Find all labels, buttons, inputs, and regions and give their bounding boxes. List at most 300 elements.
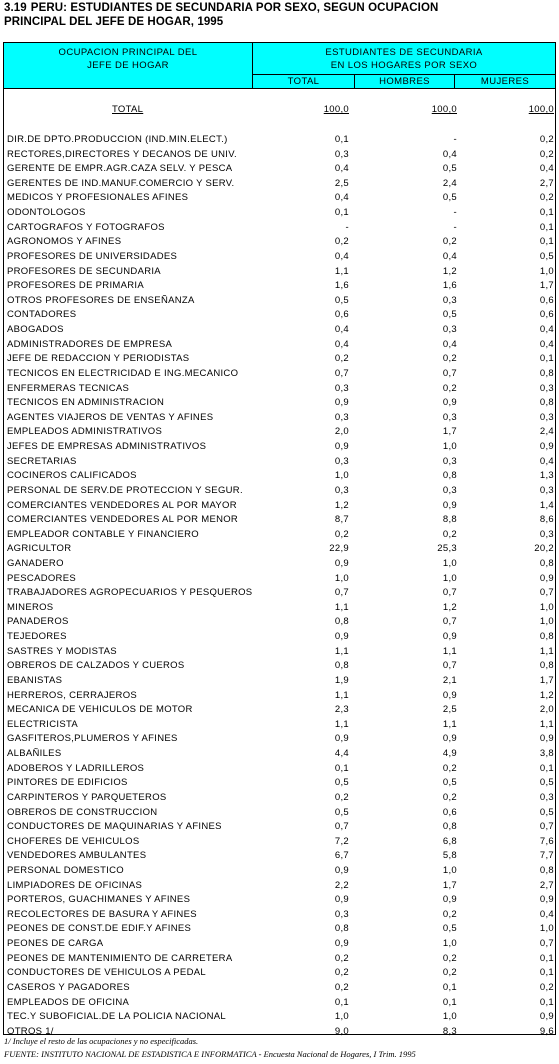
table-row <box>4 835 555 850</box>
hombres-value: 5,8 <box>442 850 457 862</box>
mujeres-value: 0,5 <box>539 250 554 262</box>
mujeres-value: 1,0 <box>539 616 554 628</box>
occupation-label: AGRICULTOR <box>7 543 72 555</box>
total-value: 0,2 <box>334 952 349 964</box>
table-row <box>4 952 555 967</box>
table-row <box>4 133 555 148</box>
hombres-value: 0,4 <box>442 250 457 262</box>
table-row <box>4 396 555 411</box>
mujeres-value: 1,7 <box>539 674 554 686</box>
table-row <box>4 323 555 338</box>
hombres-value: 0,9 <box>442 689 457 701</box>
occupation-label: AGENTES VIAJEROS DE VENTAS Y AFINES <box>7 411 214 423</box>
occupation-label: PINTORES DE EDIFICIOS <box>7 777 128 789</box>
hombres-value: 1,0 <box>442 1011 457 1023</box>
occupation-label: CONDUCTORES DE VEHICULOS A PEDAL <box>7 967 206 979</box>
total-value: 0,9 <box>334 733 349 745</box>
table-row <box>4 645 555 660</box>
occupation-label: EMPLEADOS DE OFICINA <box>7 996 130 1008</box>
table-row <box>4 352 555 367</box>
hombres-value: 0,3 <box>442 455 457 467</box>
table-row <box>4 893 555 908</box>
mujeres-value: 0,7 <box>539 938 554 950</box>
table-row <box>4 1010 555 1025</box>
footnote: 1/ Incluye el resto de las ocupaciones y no especificadas. <box>4 1036 199 1046</box>
table-row <box>4 148 555 163</box>
occupation-label: CONDUCTORES DE MAQUINARIAS Y AFINES <box>7 821 222 833</box>
table-row <box>4 308 555 323</box>
total-value: 1,2 <box>334 499 349 511</box>
table-row <box>4 191 555 206</box>
occupation-label: VENDEDORES AMBULANTES <box>7 850 147 862</box>
occupation-label: ABOGADOS <box>7 324 64 336</box>
occupation-label: ENFERMERAS TECNICAS <box>7 382 130 394</box>
occupation-label: EMPLEADOR CONTABLE Y FINANCIERO <box>7 528 199 540</box>
table-row <box>4 747 555 762</box>
hombres-value: 0,2 <box>442 528 457 540</box>
title-line-1: PERU: ESTUDIANTES DE SECUNDARIA POR SEXO, SEGUN OCUPACION <box>30 2 439 14</box>
mujeres-value: 8,6 <box>539 514 554 526</box>
total-value: 0,6 <box>334 309 349 321</box>
occupation-label: SASTRES Y MODISTAS <box>7 645 117 657</box>
occupation-label: CARTOGRAFOS Y FOTOGRAFOS <box>7 221 165 233</box>
table-row <box>4 586 555 601</box>
mujeres-value: 0,5 <box>539 806 554 818</box>
table-row <box>4 601 555 616</box>
occupation-label: HERREROS, CERRAJEROS <box>7 689 138 701</box>
occupation-label: JEFE DE REDACCION Y PERIODISTAS <box>7 353 190 365</box>
total-value: 7,2 <box>334 835 349 847</box>
mujeres-value: 1,0 <box>539 601 554 613</box>
total-value: 1,0 <box>334 1011 349 1023</box>
hombres-value: 0,5 <box>442 777 457 789</box>
occupation-label: GANADERO <box>7 557 64 569</box>
mujeres-value: 0,1 <box>539 762 554 774</box>
mujeres-value: 2,7 <box>539 879 554 891</box>
mujeres-value: 1,1 <box>539 645 554 657</box>
hombres-value: 1,2 <box>442 265 457 277</box>
hombres-value: 1,0 <box>442 938 457 950</box>
occupation-label: TECNICOS EN ELECTRICIDAD E ING.MECANICO <box>7 367 239 379</box>
table-row <box>4 221 555 236</box>
mujeres-value: 0,2 <box>539 148 554 160</box>
table-row <box>4 557 555 572</box>
total-mujeres-value: 100,0 <box>528 104 554 115</box>
total-hombres-value: 100,0 <box>431 104 457 115</box>
occupation-label: RECOLECTORES DE BASURA Y AFINES <box>7 908 197 920</box>
mujeres-value: 0,4 <box>539 163 554 175</box>
hombres-value: 0,2 <box>442 791 457 803</box>
table-row <box>4 689 555 704</box>
total-value: 0,9 <box>334 938 349 950</box>
total-value: 0,3 <box>334 148 349 160</box>
total-value: 1,0 <box>334 572 349 584</box>
mujeres-value: 7,7 <box>539 850 554 862</box>
mujeres-value: 0,8 <box>539 367 554 379</box>
hombres-value: 0,9 <box>442 397 457 409</box>
total-value: 0,8 <box>334 660 349 672</box>
hombres-value: 1,7 <box>442 426 457 438</box>
mujeres-value: 0,8 <box>539 865 554 876</box>
hombres-value: 0,7 <box>442 367 457 379</box>
table-row <box>4 455 555 470</box>
total-value: 0,9 <box>334 631 349 643</box>
hombres-value: 25,3 <box>437 543 457 555</box>
table-row <box>4 659 555 674</box>
hombres-value: 0,8 <box>442 470 457 482</box>
total-value: 2,5 <box>334 177 349 189</box>
table-row <box>4 849 555 864</box>
total-value: 0,2 <box>334 981 349 993</box>
occupation-label: CASEROS Y PAGADORES <box>7 981 130 993</box>
occupation-label: JEFES DE EMPRESAS ADMINISTRATIVOS <box>7 441 207 453</box>
occupation-label: TEC.Y SUBOFICIAL.DE LA POLICIA NACIONAL <box>7 1011 227 1023</box>
total-value: 1,1 <box>334 601 349 613</box>
occupation-label: CONTADORES <box>7 309 77 321</box>
occupation-label: PORTEROS, GUACHIMANES Y AFINES <box>7 894 191 906</box>
mujeres-value: 0,7 <box>539 821 554 833</box>
total-value: 0,3 <box>334 382 349 394</box>
hombres-value: 0,5 <box>442 309 457 321</box>
table-row <box>4 981 555 996</box>
total-value: 0,1 <box>334 134 349 145</box>
table-row <box>4 250 555 265</box>
total-row <box>4 103 555 118</box>
table-row <box>4 469 555 484</box>
hombres-value: 0,2 <box>442 952 457 964</box>
total-value: 1,1 <box>334 718 349 730</box>
hombres-value: 1,1 <box>442 718 457 730</box>
hombres-value: 0,3 <box>442 484 457 496</box>
hombres-value: 1,0 <box>442 557 457 569</box>
mujeres-value: 0,3 <box>539 382 554 394</box>
mujeres-value: 1,7 <box>539 280 554 292</box>
total-value: 0,9 <box>334 557 349 569</box>
hombres-value: 0,5 <box>442 192 457 204</box>
hombres-value: 1,1 <box>442 645 457 657</box>
hombres-value: - <box>453 221 457 233</box>
total-value: 1,1 <box>334 689 349 701</box>
table-row <box>4 776 555 791</box>
total-value: 2,3 <box>334 704 349 716</box>
total-value: 4,4 <box>334 748 349 760</box>
occupation-label: MINEROS <box>7 601 54 613</box>
occupation-label: PANADEROS <box>7 616 69 628</box>
hombres-value: 0,5 <box>442 923 457 935</box>
table-row <box>4 864 555 879</box>
occupation-label: ELECTRICISTA <box>7 718 78 730</box>
table-row <box>4 922 555 937</box>
table-row <box>4 294 555 309</box>
hombres-value: 0,1 <box>442 981 457 993</box>
mujeres-value: 0,9 <box>539 441 554 453</box>
mujeres-value: 1,4 <box>539 499 554 511</box>
occupation-label: GASFITEROS,PLUMEROS Y AFINES <box>7 733 178 745</box>
occupation-label: ADOBEROS Y LADRILLEROS <box>7 762 145 774</box>
total-value: 0,2 <box>334 236 349 248</box>
occupation-label: PEONES DE MANTENIMIENTO DE CARRETERA <box>7 952 233 964</box>
table-row <box>4 718 555 733</box>
total-value: 1,6 <box>334 280 349 292</box>
occupation-label: GERENTE DE EMPR.AGR.CAZA SELV. Y PESCA <box>7 163 233 175</box>
occupation-label: OTROS PROFESORES DE ENSEÑANZA <box>7 294 195 306</box>
mujeres-value: 0,1 <box>539 236 554 248</box>
mujeres-value: 0,3 <box>539 411 554 423</box>
hombres-value: 0,9 <box>442 733 457 745</box>
hombres-value: 0,7 <box>442 616 457 628</box>
table-row <box>4 425 555 440</box>
occupation-label: TRABAJADORES AGROPECUARIOS Y PESQUEROS <box>7 587 253 599</box>
mujeres-value: 1,0 <box>539 265 554 277</box>
table-row <box>4 674 555 689</box>
hombres-value: 2,1 <box>442 674 457 686</box>
total-value: 0,4 <box>334 192 349 204</box>
total-value: 0,9 <box>334 397 349 409</box>
total-value: 9,0 <box>334 1025 349 1037</box>
mujeres-value: 0,1 <box>539 952 554 964</box>
occupation-label: COCINEROS CALIFICADOS <box>7 470 137 482</box>
table-number: 3.19 <box>4 2 27 14</box>
mujeres-value: 0,8 <box>539 557 554 569</box>
mujeres-value: 7,6 <box>539 835 554 847</box>
mujeres-value: 0,4 <box>539 908 554 920</box>
hombres-value: 1,6 <box>442 280 457 292</box>
mujeres-value: 2,7 <box>539 177 554 189</box>
table-row <box>4 177 555 192</box>
table-row <box>4 367 555 382</box>
header-occupation-line-2: JEFE DE HOGAR <box>87 60 169 71</box>
total-value: 0,2 <box>334 791 349 803</box>
table-row <box>4 762 555 777</box>
table-row <box>4 996 555 1011</box>
table-row <box>4 879 555 894</box>
mujeres-value: 0,2 <box>539 134 554 145</box>
total-value: 0,2 <box>334 967 349 979</box>
header-group-line-1: ESTUDIANTES DE SECUNDARIA <box>325 47 483 58</box>
total-label: TOTAL <box>112 104 144 115</box>
statistics-table <box>3 42 556 1035</box>
total-value: 0,8 <box>334 616 349 628</box>
table-row <box>4 440 555 455</box>
total-value: 1,0 <box>334 470 349 482</box>
mujeres-value: 9,6 <box>539 1025 554 1037</box>
total-value: 6,7 <box>334 850 349 862</box>
table-row <box>4 513 555 528</box>
table-row <box>4 791 555 806</box>
total-value: 0,1 <box>334 762 349 774</box>
total-value: 0,3 <box>334 908 349 920</box>
table-row <box>4 908 555 923</box>
mujeres-value: 1,0 <box>539 923 554 935</box>
total-value: 0,3 <box>334 484 349 496</box>
page-title <box>4 1 438 29</box>
hombres-value: 1,2 <box>442 601 457 613</box>
total-value: 0,8 <box>334 923 349 935</box>
total-value: 0,9 <box>334 865 349 876</box>
table-row <box>4 542 555 557</box>
hombres-value: 0,2 <box>442 353 457 365</box>
mujeres-value: 0,7 <box>539 587 554 599</box>
mujeres-value: 2,0 <box>539 704 554 716</box>
total-value: 2,0 <box>334 426 349 438</box>
mujeres-value: 0,6 <box>539 309 554 321</box>
hombres-value: 0,9 <box>442 631 457 643</box>
mujeres-value: 0,1 <box>539 967 554 979</box>
mujeres-value: 0,3 <box>539 528 554 540</box>
occupation-label: PEONES DE CONST.DE EDIF.Y AFINES <box>7 923 192 935</box>
hombres-value: 1,0 <box>442 572 457 584</box>
occupation-label: COMERCIANTES VENDEDORES AL POR MENOR <box>7 514 239 526</box>
header-col-mujeres: MUJERES <box>480 76 530 87</box>
occupation-label: ODONTOLOGOS <box>7 207 86 219</box>
occupation-label: GERENTES DE IND.MANUF.COMERCIO Y SERV. <box>7 177 235 189</box>
mujeres-value: 0,1 <box>539 207 554 219</box>
occupation-label: PROFESORES DE PRIMARIA <box>7 280 144 292</box>
hombres-value: 2,5 <box>442 704 457 716</box>
table-row <box>4 411 555 426</box>
occupation-label: PERSONAL DE SERV.DE PROTECCION Y SEGUR. <box>7 484 243 496</box>
header-group <box>253 46 555 72</box>
total-value: 0,7 <box>334 587 349 599</box>
hombres-value: 0,2 <box>442 382 457 394</box>
occupation-label: MEDICOS Y PROFESIONALES AFINES <box>7 192 189 204</box>
total-value: 0,4 <box>334 250 349 262</box>
hombres-value: 0,3 <box>442 411 457 423</box>
table-row <box>4 732 555 747</box>
header-occupation-line-1: OCUPACION PRINCIPAL DEL <box>58 47 198 58</box>
mujeres-value: 0,9 <box>539 1011 554 1023</box>
occupation-label: ADMINISTRADORES DE EMPRESA <box>7 338 173 350</box>
table-row <box>4 703 555 718</box>
hombres-value: 0,4 <box>442 148 457 160</box>
occupation-label: AGRONOMOS Y AFINES <box>7 236 122 248</box>
occupation-label: PROFESORES DE UNIVERSIDADES <box>7 250 178 262</box>
occupation-label: OBREROS DE CALZADOS Y CUEROS <box>7 660 185 672</box>
table-row <box>4 279 555 294</box>
hombres-value: 0,3 <box>442 294 457 306</box>
occupation-label: RECTORES,DIRECTORES Y DECANOS DE UNIV. <box>7 148 237 160</box>
table-row <box>4 235 555 250</box>
occupation-label: EBANISTAS <box>7 674 63 686</box>
mujeres-value: 1,1 <box>539 718 554 730</box>
table-row <box>4 528 555 543</box>
mujeres-value: 0,1 <box>539 353 554 365</box>
mujeres-value: 3,8 <box>539 748 554 760</box>
total-value: 2,2 <box>334 879 349 891</box>
occupation-label: OTROS 1/ <box>7 1025 54 1037</box>
total-value: 0,5 <box>334 294 349 306</box>
occupation-label: ALBAÑILES <box>7 748 62 760</box>
table-row <box>4 484 555 499</box>
source-note: FUENTE: INSTITUTO NACIONAL DE ESTADISTICA E INFORMATICA - Encuesta Nacional de Hogares, I Trim. 1995 <box>4 1049 416 1059</box>
hombres-value: 0,9 <box>442 894 457 906</box>
mujeres-value: 0,8 <box>539 660 554 672</box>
total-value: - <box>345 221 349 233</box>
total-value: 1,9 <box>334 674 349 686</box>
header-occupation <box>4 46 252 72</box>
table-row <box>4 966 555 981</box>
occupation-label: CARPINTEROS Y PARQUETEROS <box>7 791 167 803</box>
table-row <box>4 338 555 353</box>
mujeres-value: 0,3 <box>539 791 554 803</box>
mujeres-value: 0,3 <box>539 484 554 496</box>
hombres-value: 1,7 <box>442 879 457 891</box>
hombres-value: 0,2 <box>442 762 457 774</box>
mujeres-value: 20,2 <box>534 543 554 555</box>
hombres-value: 8,3 <box>442 1025 457 1037</box>
table-row <box>4 806 555 821</box>
header-group-line-2: EN LOS HOGARES POR SEXO <box>330 60 478 71</box>
mujeres-value: 2,4 <box>539 426 554 438</box>
hombres-value: 0,6 <box>442 806 457 818</box>
mujeres-value: 0,4 <box>539 324 554 336</box>
hombres-value: 0,5 <box>442 163 457 175</box>
hombres-value: 0,2 <box>442 908 457 920</box>
total-value: 0,5 <box>334 806 349 818</box>
total-value: 0,5 <box>334 777 349 789</box>
hombres-value: 0,4 <box>442 338 457 350</box>
mujeres-value: 0,4 <box>539 455 554 467</box>
mujeres-value: 0,4 <box>539 338 554 350</box>
total-value: 0,4 <box>334 338 349 350</box>
occupation-label: PESCADORES <box>7 572 76 584</box>
occupation-label: COMERCIANTES VENDEDORES AL POR MAYOR <box>7 499 237 511</box>
hombres-value: 1,0 <box>442 865 457 876</box>
mujeres-value: 1,2 <box>539 689 554 701</box>
total-value: 0,2 <box>334 353 349 365</box>
mujeres-value: 0,1 <box>539 996 554 1008</box>
hombres-value: 0,3 <box>442 324 457 336</box>
table-row <box>4 499 555 514</box>
mujeres-value: 0,9 <box>539 733 554 745</box>
occupation-label: TEJEDORES <box>7 631 67 643</box>
total-value: 0,1 <box>334 996 349 1008</box>
hombres-value: 0,1 <box>442 996 457 1008</box>
occupation-label: TECNICOS EN ADMINISTRACION <box>7 397 165 409</box>
mujeres-value: 0,2 <box>539 981 554 993</box>
header-col-total: TOTAL <box>287 76 320 87</box>
occupation-label: MECANICA DE VEHICULOS DE MOTOR <box>7 704 193 716</box>
hombres-value: 8,8 <box>442 514 457 526</box>
hombres-value: 0,9 <box>442 499 457 511</box>
hombres-value: - <box>453 207 457 219</box>
total-value: 1,1 <box>334 645 349 657</box>
hombres-value: 2,4 <box>442 177 457 189</box>
table-row <box>4 265 555 280</box>
total-value: 0,3 <box>334 411 349 423</box>
table-row <box>4 382 555 397</box>
total-value: 0,3 <box>334 455 349 467</box>
mujeres-value: 0,2 <box>539 192 554 204</box>
mujeres-value: 0,9 <box>539 894 554 906</box>
total-value: 0,9 <box>334 441 349 453</box>
mujeres-value: 0,5 <box>539 777 554 789</box>
total-value: 0,2 <box>334 528 349 540</box>
occupation-label: LIMPIADORES DE OFICINAS <box>7 879 143 891</box>
hombres-value: 4,9 <box>442 748 457 760</box>
occupation-label: PROFESORES DE SECUNDARIA <box>7 265 161 277</box>
occupation-label: PEONES DE CARGA <box>7 938 104 950</box>
total-value: 0,4 <box>334 163 349 175</box>
table-header <box>4 43 555 89</box>
hombres-value: 0,8 <box>442 821 457 833</box>
hombres-value: 6,8 <box>442 835 457 847</box>
hombres-value: 0,7 <box>442 587 457 599</box>
occupation-label: SECRETARIAS <box>7 455 77 467</box>
total-value: 0,7 <box>334 821 349 833</box>
hombres-value: 0,2 <box>442 967 457 979</box>
table-row <box>4 820 555 835</box>
